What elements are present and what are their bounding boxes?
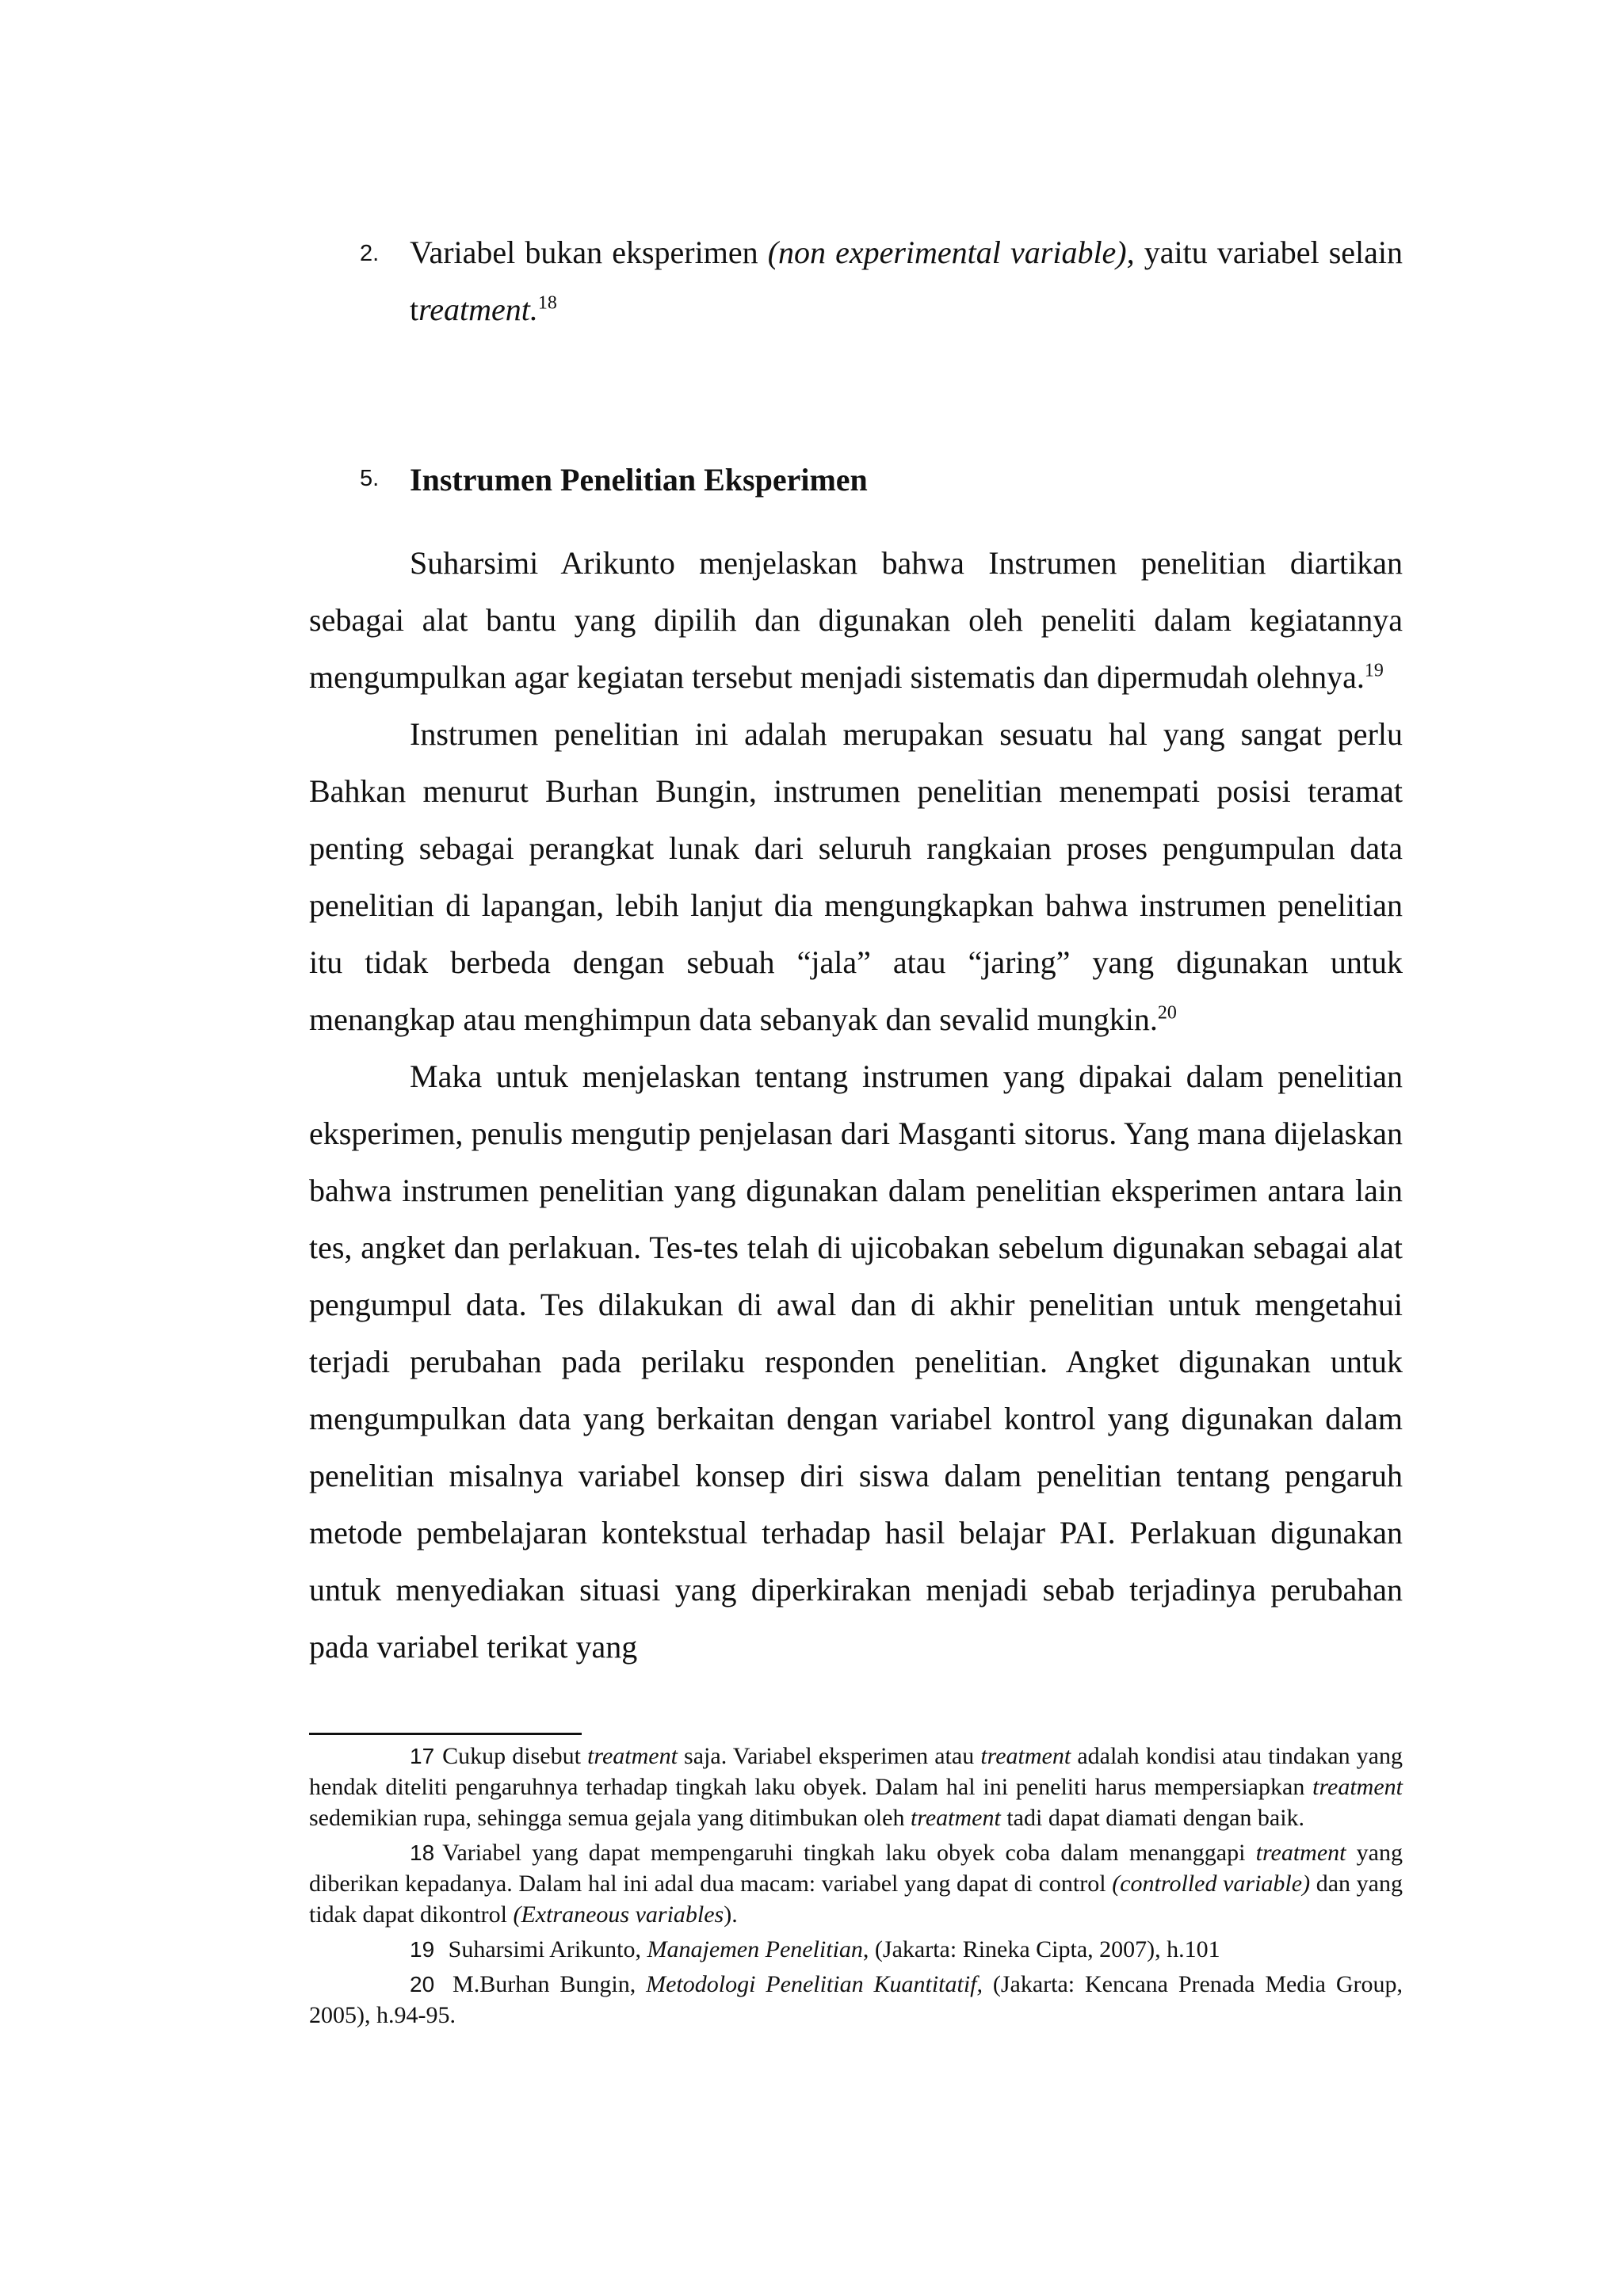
footnote-number: 17 — [410, 1744, 435, 1768]
section-title: Instrumen Penelitian Eksperimen — [410, 462, 868, 498]
footnote-number: 20 — [410, 1972, 435, 1997]
footnote: 19 Suharsimi Arikunto, Manajemen Penelitian, (Jakarta: Rineka Cipta, 2007), h.101 — [410, 1936, 1220, 1962]
footnote: 17 Cukup disebut treatment saja. Variabel eksperimen atau treatment adalah kondisi atau tindakan yang hendak diteliti pengaruhnya terhadap tingkah laku obyek. Dalam hal ini peneliti harus mempersiapkan treatment sedemikian rupa, sehingga semua gejala yang ditimbukan oleh treatment tadi dapat diamati dengan baik. — [309, 1743, 1403, 1831]
footnote: 20 M.Burhan Bungin, Metodologi Penelitian Kuantitatif, (Jakarta: Kencana Prenada Media Group, 2005), h.94-95. — [309, 1971, 1403, 2028]
footnote: 18 Variabel yang dapat mempengaruhi tingkah laku obyek coba dalam menanggapi treatment yang diberikan kepadanya. Dalam hal ini adal dua macam: variabel yang dapat di control (controlled variable) dan yang tidak dapat dikontrol (Extraneous variables). — [309, 1840, 1403, 1928]
body-text — [309, 535, 1403, 1676]
footnote-ref[interactable]: 20 — [1157, 1002, 1177, 1024]
footnote-number: 19 — [410, 1937, 435, 1962]
paragraph: Instrumen penelitian ini adalah merupakan sesuatu hal yang sangat perlu Bahkan menurut Burhan Bungin, instrumen penelitian menempati posisi teramat penting sebagai perangkat lunak dari seluruh rangkaian proses pengumpulan data penelitian di lapangan, lebih lanjut dia mengungkapkan bahwa instrumen penelitian itu tidak berbeda dengan sebuah “jala” atau “jaring” yang digunakan untuk menangkap atau menghimpun data sebanyak dan sevalid mungkin.$^{20}$ — [309, 716, 1403, 1037]
section-number: 5. — [360, 466, 380, 491]
footnotes — [309, 1741, 1403, 2035]
section-heading — [309, 452, 1403, 509]
footnote-separator — [309, 1733, 582, 1735]
footnote-ref[interactable]: 19 — [1364, 660, 1384, 681]
paragraph: Suharsimi Arikunto menjelaskan bahwa Instrumen penelitian diartikan sebagai alat bantu yang dipilih dan digunakan oleh peneliti dalam kegiatannya mengumpulkan agar kegiatan tersebut menjadi sistematis dan dipermudah olehnya.$^{19}$ — [309, 545, 1403, 695]
footnote-number: 18 — [410, 1840, 435, 1865]
footnote-ref[interactable]: 18 — [537, 292, 557, 314]
list-item-text: Variabel bukan eksperimen (non experimental variable), yaitu variabel selain treatment.$^{18}$ — [410, 235, 1403, 327]
paragraph: Maka untuk menjelaskan tentang instrumen yang dipakai dalam penelitian eksperimen, penulis mengutip penjelasan dari Masganti sitorus. Yang mana dijelaskan bahwa instrumen penelitian yang digunakan dalam penelitian eksperimen antara lain tes, angket dan perlakuan. Tes-tes telah di ujicobakan sebelum digunakan sebagai alat pengumpul data. Tes dilakukan di awal dan di akhir penelitian untuk mengetahui terjadi perubahan pada perilaku responden penelitian. Angket digunakan untuk mengumpulkan data yang berkaitan dengan variabel kontrol yang digunakan dalam penelitian misalnya variabel konsep diri siswa dalam penelitian tentang pengaruh metode pembelajaran kontekstual terhadap hasil belajar PAI. Perlakuan digunakan untuk menyediakan situasi yang diperkirakan menjadi sebab terjadinya perubahan pada variabel terikat yang — [309, 1058, 1403, 1665]
list-item-number: 2. — [360, 241, 380, 266]
list-item — [309, 224, 1403, 338]
